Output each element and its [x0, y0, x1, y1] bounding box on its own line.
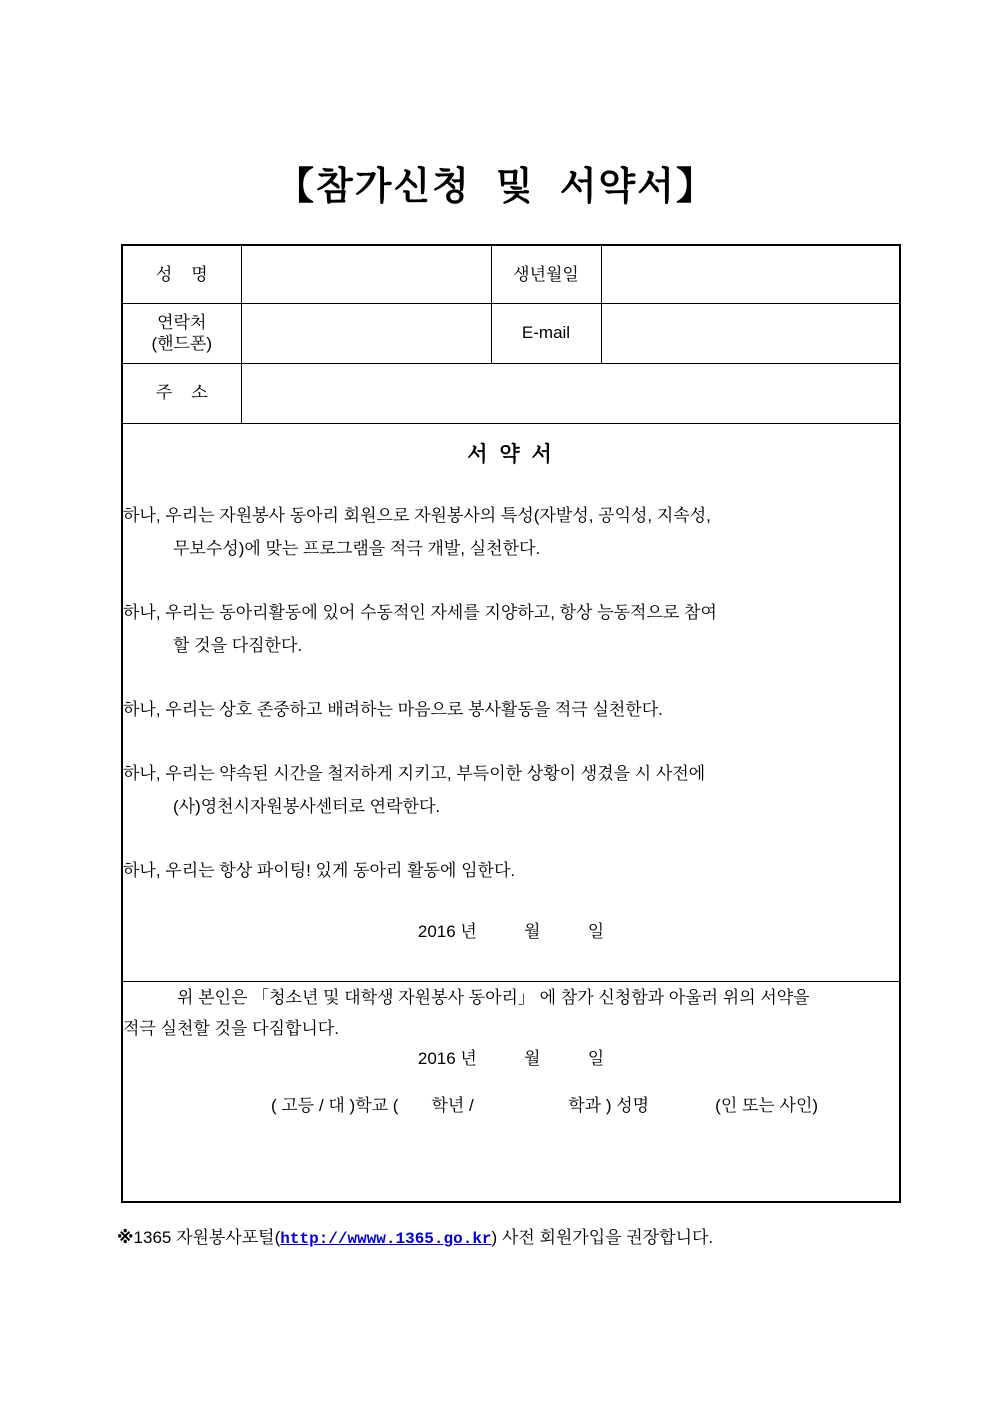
name-value-cell[interactable] [241, 245, 491, 303]
pledge-heading: 서 약 서 [467, 442, 555, 466]
footer-suffix: ) 사전 회원가입을 권장합니다. [491, 1228, 714, 1247]
reference-mark: ※ [117, 1228, 134, 1247]
clause-line: 하나, 우리는 약속된 시간을 철저하게 지키고, 부득이한 상황이 생겼을 시 사전에 [123, 763, 706, 783]
contact-label-line2: (핸드폰) [151, 334, 213, 353]
pledge-clause-4 [123, 757, 899, 823]
pledge-section [122, 423, 900, 981]
address-label: 주 소 [122, 363, 241, 423]
agreement-date-line: 2016 년 월 일 [417, 1048, 605, 1068]
contact-value-cell[interactable] [241, 303, 491, 363]
page-title: 【참가신청 및 서약서】 [276, 166, 716, 208]
clause-line: 하나, 우리는 항상 파이팅! 있게 동아리 활동에 임한다. [123, 860, 516, 880]
address-value-cell[interactable] [241, 363, 900, 423]
clause-line: 하나, 우리는 동아리활동에 있어 수동적인 자세를 지양하고, 항상 능동적으로 참여 [123, 602, 717, 622]
agreement-text-line2: 적극 실천할 것을 다짐합니다. [123, 1018, 339, 1038]
contact-label [122, 303, 241, 363]
birthdate-value-cell[interactable] [601, 245, 900, 303]
pledge-clause-5 [123, 854, 899, 887]
clause-line: (사)영천시자원봉사센터로 연락한다. [173, 796, 441, 816]
form-row-contact [122, 303, 900, 363]
application-form-table [121, 244, 901, 1203]
form-row-name [122, 245, 900, 303]
clause-line: 무보수성)에 맞는 프로그램을 적극 개발, 실천한다. [173, 538, 541, 558]
contact-label-line1: 연락처 [157, 312, 207, 332]
email-label: E-mail [491, 303, 601, 363]
signature-line: ( 고등 / 대 )학교 ( 학년 / 학과 ) 성명 (인 또는 사인) [271, 1095, 819, 1115]
portal-link[interactable]: http://wwww.1365.go.kr [280, 1230, 492, 1248]
agreement-text-line1: 위 본인은 「청소년 및 대학생 자원봉사 동아리」 에 참가 신청함과 아울러 위의 서약을 [177, 987, 810, 1007]
email-value-cell[interactable] [601, 303, 900, 363]
footer-note [117, 1223, 992, 1248]
birthdate-label: 생년월일 [491, 245, 601, 303]
clause-line: 하나, 우리는 자원봉사 동아리 회원으로 자원봉사의 특성(자발성, 공익성, 지속성, [123, 505, 711, 525]
pledge-clause-1 [123, 499, 899, 565]
agreement-section [122, 981, 900, 1202]
pledge-row [122, 423, 900, 981]
agreement-row [122, 981, 900, 1202]
pledge-date-line: 2016 년 월 일 [417, 921, 605, 941]
clause-line: 하나, 우리는 상호 존중하고 배려하는 마음으로 봉사활동을 적극 실천한다. [123, 699, 663, 719]
pledge-clause-3 [123, 693, 899, 726]
clause-line: 할 것을 다짐한다. [173, 635, 303, 655]
name-label: 성 명 [122, 245, 241, 303]
pledge-clause-2 [123, 596, 899, 662]
form-row-address [122, 363, 900, 423]
footer-prefix: 1365 자원봉사포털( [133, 1228, 281, 1247]
